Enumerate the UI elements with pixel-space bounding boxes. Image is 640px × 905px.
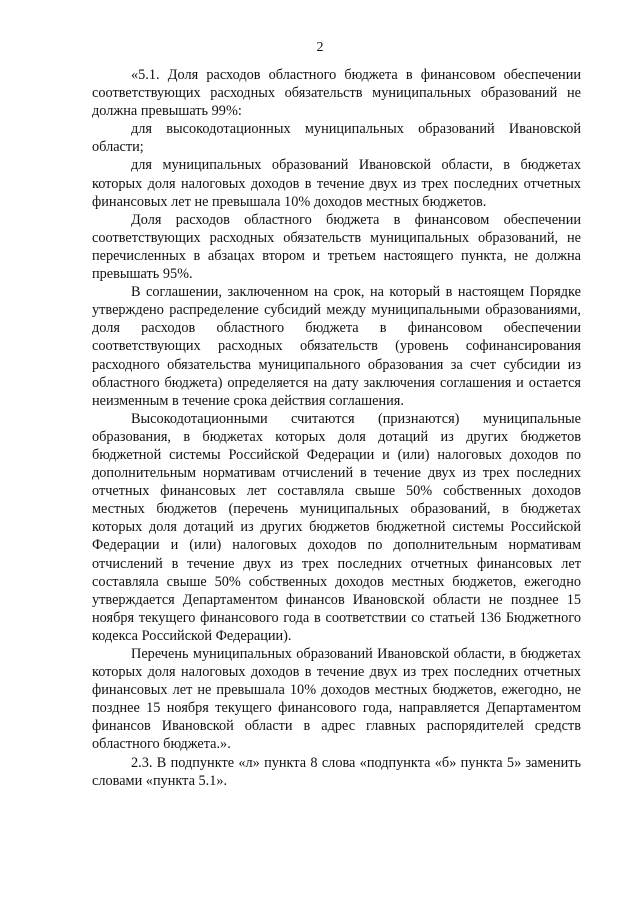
paragraph-low-tax-share: для муниципальных образований Ивановской области, в бюджетах которых доля налоговых доходов в течение двух из трех последних отчетных финансовых лет не превышала 10% доходов местных бюджетов.	[92, 157, 581, 210]
page-number: 2	[316, 40, 324, 55]
paragraph-list-of-municipalities: Перечень муниципальных образований Ивановской области, в бюджетах которых доля налоговых доходов в течение двух из трех последних отчетных финансовых лет не превышала 10% доходов местных бюджетов, ежегодно, не позднее 15 ноября текущего финансового года, направляется Департаментом финансов Ивановской области в адрес главных распорядителей средств областного бюджета.».	[92, 646, 581, 753]
paragraph-2-3: 2.3. В подпункте «л» пункта 8 слова «подпункта «б» пункта 5» заменить словами «пункта 5.1».	[92, 754, 581, 789]
paragraph-highly-subsidized: для высокодотационных муниципальных образований Ивановской области;	[92, 121, 581, 156]
paragraph-95-percent: Доля расходов областного бюджета в финансовом обеспечении соответствующих расходных обязательств муниципальных образований, не перечисленных в абзацах втором и третьем настоящего пункта, не должна превышать 95%.	[92, 211, 581, 283]
paragraph-5-1-intro: «5.1. Доля расходов областного бюджета в финансовом обеспечении соответствующих расходных обязательств муниципальных образований не должна превышать 99%:	[92, 67, 581, 120]
paragraph-agreement: В соглашении, заключенном на срок, на который в настоящем Порядке утверждено распределение субсидий между муниципальными образованиями, доля расходов областного бюджета в финансовом обеспечении соответствующих расходных обязательств (уровень софинансирования расходного обязательства муниципального образования за счет субсидии из областного бюджета) определяется на дату заключения соглашения и остается неизменным в течение срока действия соглашения.	[92, 284, 581, 409]
paragraph-highly-subsidized-definition: Высокодотационными считаются (признаются) муниципальные образования, в бюджетах которых доля дотаций из других бюджетов бюджетной системы Российской Федерации и (или) налоговых доходов по дополнительным нормативам отчислений в течение двух из трех последних отчетных финансовых лет составляла свыше 50% собственных доходов местных бюджетов (перечень муниципальных образований, в бюджетах которых доля дотаций из других бюджетов бюджетной системы Российской Федерации и (или) налоговых доходов по дополнительным нормативам отчислений в течение двух из трех последних отчетных финансовых лет составляла свыше 50% собственных доходов местных бюджетов, ежегодно утверждается Департаментом финансов Ивановской области не позднее 15 ноября текущего финансового года в соответствии со статьей 136 Бюджетного кодекса Российской Федерации).	[92, 410, 581, 644]
document-body	[92, 66, 581, 790]
